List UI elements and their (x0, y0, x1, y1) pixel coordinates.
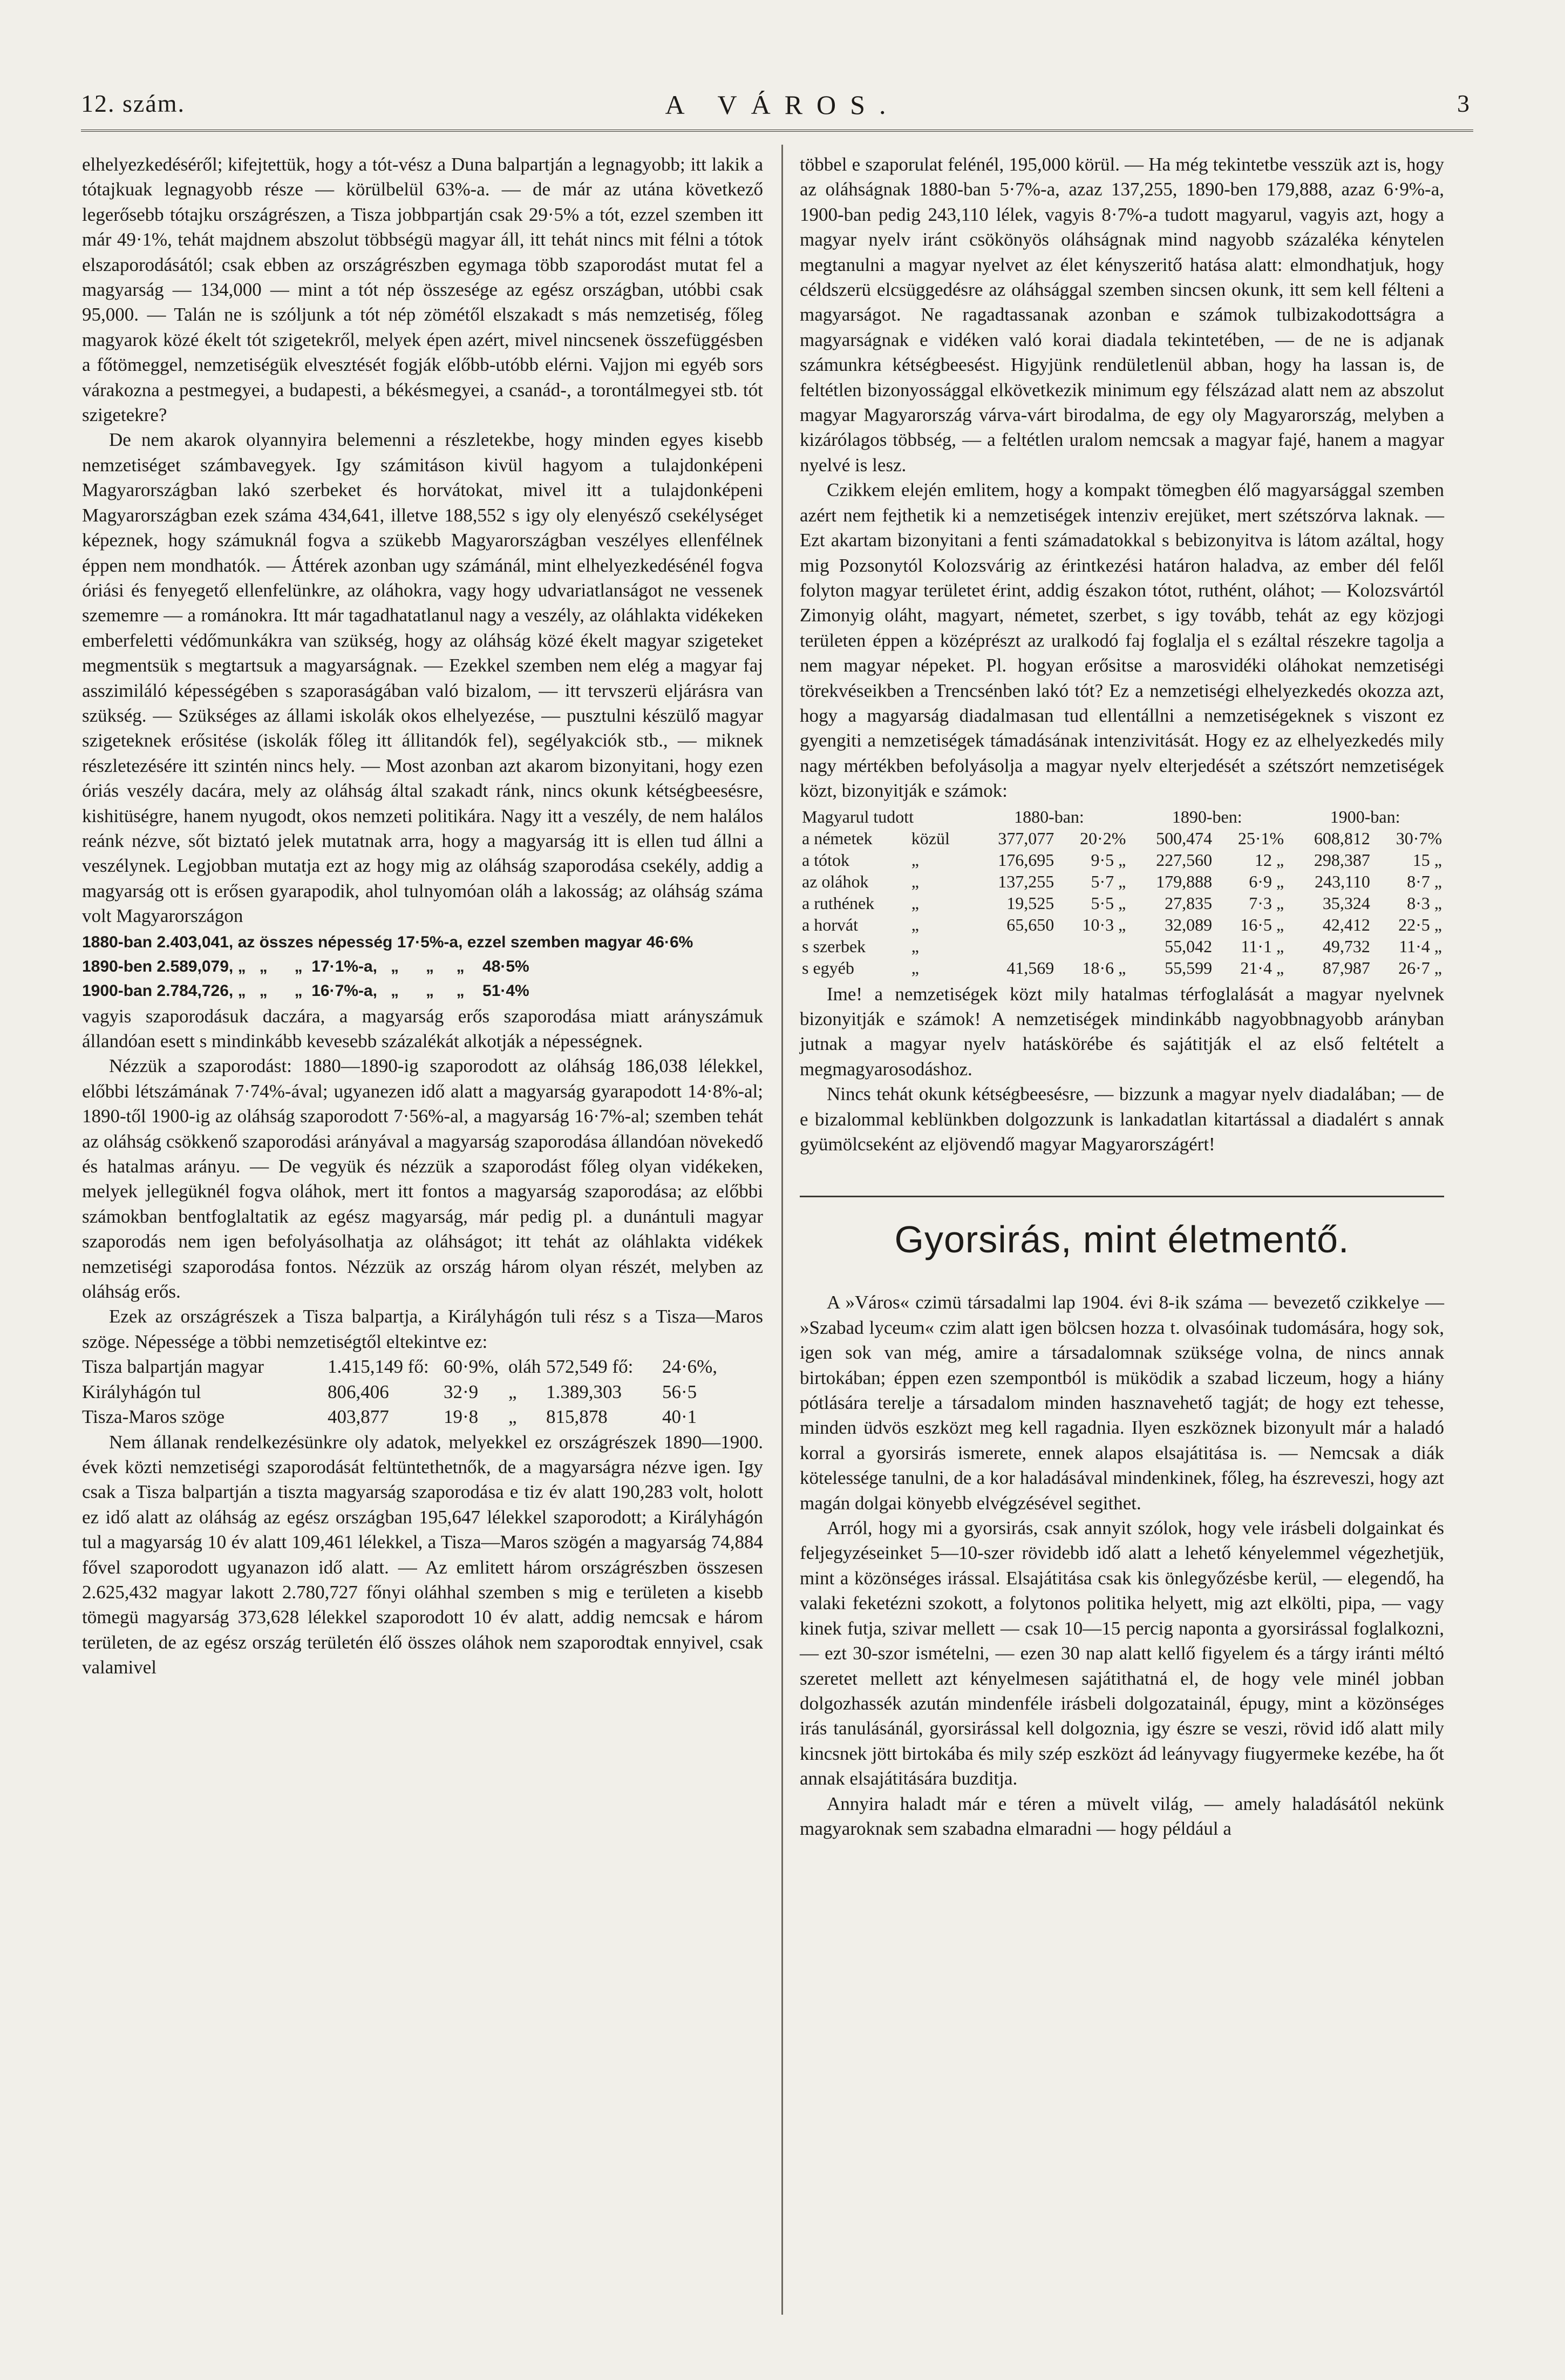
stat-row: 1890-ben 2.589,079, „ „ „ 17·1%-a, „ „ „ 48·5% (82, 957, 529, 975)
table-row (800, 957, 1444, 979)
paragraph: Arról, hogy mi a gyorsirás, csak annyit szólok, hogy vele irásbeli dolgainkat és feljegyzéseinket 5—10-szer rövidebb idő alatt a lehető kényelemmel végezhetjük, mint a közönséges irással. Elsajátitása csak kis önlegyőzésbe kerül, — elegendő, ha valaki feketézni szokott, a folytonos politika helyett, mig azt elkölti, pipa, — vagy kinek futja, szivar mellett — csak 10—15 percig naponta a gyorsirással foglalkozni, — ezt 30-szor ismételni, — ezen 30 nap alatt kellő figyelem és a tárgy iránti méltó szeretet mellett azt kényelmesen sajátithatná el, de hogy vele minél jobban dolgozhassék azután mindenféle irásbeli dolgozatainál, épugy, mint a közönséges irás tanulásánál, gyorsirással kell dolgoznia, igy észre se veszi, rövid idő alatt mily kincsnek jött birtokába és mily szép eszközt ád leányvagy fiugyermeke kezébe, ha őt annak elsajátitására buzditja. (800, 1517, 1444, 1789)
paragraph: Ime! a nemzetiségek közt mily hatalmas térfoglalását a magyar nyelvnek bizonyitják e számok! A nemzetiségek mindinkább nagyobbnagyobb arányban jutnak a magyar nyelv hatáskörébe és sajátitják el az első feltételt a megmagyarosodáshoz. (800, 983, 1444, 1080)
table-cell: 500,474 (1156, 828, 1213, 848)
table-cell: 22·5 „ (1398, 914, 1442, 934)
table-cell: 42,412 (1322, 914, 1370, 934)
table-cell: 8·7 „ (1407, 871, 1442, 891)
table-row (800, 892, 1444, 914)
table-cell: 12 „ (1254, 850, 1284, 870)
region-row: Tisza-Maros szöge 403,877 19·8 „ 815,878 40·1 (82, 1406, 697, 1428)
table-cell: 176,695 (998, 850, 1054, 870)
table-cell: 20·2% (1080, 828, 1126, 848)
table-cell: 243,110 (1315, 871, 1370, 891)
table-cell: „ (911, 893, 919, 913)
table-cell: az oláhok (802, 871, 869, 891)
table-cell: 9·5 „ (1091, 850, 1126, 870)
table-cell: 6·9 „ (1249, 871, 1284, 891)
paragraph: elhelyezkedéséről; kifejtettük, hogy a tót-vész a Duna balpartján a legnagyobb; itt lakik a tótajkuak legnagyobb része — körülbelül 63%-a. — de már az utána következő legerősebb tótajku országrészen, a Tisza jobbpartján csak 29·5% a tót, ezzel szemben itt már 49·1%, tehát majdnem abszolut többségü magyar áll, itt tehát nincs mit félni a tótok elszaporodásától; csak ebben az országrészben egymaga több szaporodást mutat fel a magyarság — 134,000 — mint a tót nép összesége az egész országban, utóbbi csak 95,000. — Talán ne is szóljunk a tót nép zömétől elszakadt s más nemzetiség, főleg magyarok közé ékelt tót szigetekről, melyek épen azért, mivel nincsenek összefüggésben a főtömeggel, nemzetiségük elvesztését fogják előbb-utóbb elérni. Vajjon mi egyéb sors várakozna a pestmegyei, a budapesti, a békésmegyei, a csanád-, a torontálmegyei stb. tót szigetekre? (82, 154, 763, 426)
table-row (800, 935, 1444, 957)
table-cell: „ (911, 914, 919, 934)
paragraph: többel e szaporulat felénél, 195,000 körül. — Ha még tekintetbe vesszük azt is, hogy az oláhságnak 1880-ban 5·7%-a, azaz 137,255, 1890-ben 179,888, azaz 6·9%-a, 1900-ban pedig 243,110 lélek, vagyis 8·7%-a tudott magyarul, vagyis azt, hogy a magyar nyelv iránt csökönyös oláhságnak mind nagyobb százaléka kénytelen megtanulni a magyar nyelvet az élet kényszeritő hatása alatt: elmondhatjuk, hogy céldszerü elcsüggedésre az oláhsággal szemben sincsen okunk, itt sem kell félteni a magyarságot. Ne ragadtassanak azonban e számok tulbizakodottságra a magyarságnak e vidéken való korai diadala tekintetében, — de ne is adjanak számunkra kétségbeesést. Higyjünk rendületlenül abban, hogy ha lassan is, de feltétlen bizonyossággal elkövetkezik minimum egy félszázad alatt nem az abszolut magyar Magyarország várva-várt birodalma, de egy oly Magyarország, melyben a kizárólagos többség, — a feltétlen uralom nemcsak a magyar fajé, hanem a magyar nyelvé is lesz. (800, 154, 1444, 476)
table-cell: 5·5 „ (1091, 893, 1126, 913)
table-cell: 11·4 „ (1399, 936, 1442, 956)
issue-number: 12. szám. (81, 90, 186, 117)
table-cell: 15 „ (1412, 850, 1442, 870)
table-cell: 55,042 (1165, 936, 1213, 956)
right-column (800, 152, 1444, 1841)
header-rule (81, 130, 1473, 132)
section-title: Gyorsirás, mint életmentő. (894, 1218, 1350, 1261)
table-cell (1056, 935, 1128, 957)
region-row: Tisza balpartján magyar 1.415,149 fő: 60·9%, oláh 572,549 fő: 24·6%, (82, 1356, 718, 1378)
table-row (800, 849, 1444, 871)
paragraph: Nézzük a szaporodást: 1880—1890-ig szaporodott az oláhság 186,038 lélekkel, előbbi létszámának 7·74%-ával; ugyanezen idő alatt a magyarság gyarapodott 14·8%-al; 1890-től 1900-ig az oláhság szaporodott 7·56%-al, a magyarság 16·7%-al; szemben tehát az oláhság csökkenő szaporodási arányával a magyarság szaporodása állandóan növekedő és hatalmas arányu. — De vegyük és nézzük a szaporodást főleg olyan vidékeken, melyek jellegüknél fogva oláhok, mert itt fontos a magyarság szaporodása; az előbbi számokban bentfoglaltatik az egész magyarság, már pedig pl. a dunántuli magyar szaporodás nem igen befolyásolhatja az oláhságot; itt tehát az oláhlakta vidékek nemzetiségi szaporodása fontos. Nézzük az ország három olyan részét, melyben az oláhság erős. (82, 1055, 763, 1303)
table-cell: 35,324 (1322, 893, 1370, 913)
table-cell: 30·7% (1396, 828, 1442, 848)
table-cell: „ (911, 850, 919, 870)
stat-row: 1900-ban 2.784,726, „ „ „ 16·7%-a, „ „ „ 51·4% (82, 981, 529, 1000)
table-cell: 8·3 „ (1407, 893, 1442, 913)
region-population-table (82, 1354, 763, 1429)
table-cell: 7·3 „ (1249, 893, 1284, 913)
paragraph: A »Város« czimü társadalmi lap 1904. évi 8-ik száma — bevezető czikkelye — »Szabad lyceum« czim alatt igen bölcsen hozza t. olvasóinak tudomására, hogy sok, igen sok van még, amire a társadalomnak szüksége volna, de nincs annak birtokában; éppen ezen szempontból is müködik a szabad liczeum, hogy a hiány pótlására terelje a társadalom minden hasznavehető tagját; de hogy ezt tehesse, minden üdvös eszközt meg kell ragadnia. Ilyen eszköznek bizonyult már a haladó korral a gyorsirás ismerete, ennek alapos elsajátitása is. — Nemcsak a diák kötelessége tanulni, de a kor haladásával mindenkinek, főleg, ha észreveszi, hogy azt magán dolgai könyebb elvégzésével segithet. (800, 1292, 1444, 1514)
language-table (800, 806, 1444, 979)
paragraph: Nincs tehát okunk kétségbeesésre, — bizzunk a magyar nyelv diadalában; — de e bizalommal keblünkben dolgozzunk is lankadatlan kitartással a diadalért s annak gyümölcseként az eljövendő magyar Magyarországért! (800, 1083, 1444, 1155)
table-cell: s egyéb (802, 958, 854, 978)
table-cell: s szerbek (802, 936, 866, 956)
table-cell: 32,089 (1165, 914, 1213, 934)
region-row: Királyhágón tul 806,406 32·9 „ 1.389,303 56·5 (82, 1381, 697, 1402)
table-cell: 298,387 (1314, 850, 1370, 870)
table-cell: 137,255 (998, 871, 1054, 891)
table-cell: 227,560 (1156, 850, 1213, 870)
table-cell: a ruthének (802, 893, 875, 913)
table-row (800, 828, 1444, 849)
table-body (800, 828, 1444, 979)
table-cell: 377,077 (998, 828, 1054, 848)
page-number: 3 (1457, 90, 1471, 117)
paragraph: Nem állanak rendelkezésünkre oly adatok, melyekkel ez országrészek 1890—1900. évek közti nemzetiségi szaporodását feltüntethetnők, de a magyarságra nézve igen. Igy csak a Tisza balpartján a tiszta magyarság szaporodása e tiz év alatt 190,283 volt, holott ez idő alatt az oláhság az egész országban 195,647 lélekkel szaporodott; a Királyhágón tul a magyarság 10 év alatt 109,461 lélekkel, a Tisza—Maros szögén a magyarság 74,884 fővel szaporodott ugyanazon idő alatt. — Az emlitett három országrészben összesen 2.625,432 magyar lakott 2.780,727 főnyi oláhhal szemben s mig e területen a kisebb tömegü magyarság 373,628 lélekkel szaporodott 10 év alatt, addig nemcsak e három területen, de az egész ország területén élő összes oláhok nem szaporodtak ennyivel, csak valamivel (82, 1431, 763, 1678)
column-divider (781, 145, 783, 2315)
table-cell: 26·7 „ (1398, 958, 1442, 978)
table-cell: 25·1% (1237, 828, 1284, 848)
table-cell: 16·5 „ (1240, 914, 1284, 934)
table-cell: 41,569 (1006, 958, 1054, 978)
table-cell: „ (911, 936, 919, 956)
paragraph: Ezek az országrészek a Tisza balpartja, a Királyhágón tuli rész s a Tisza—Maros szöge. Népessége a többi nemzetiségtől eltekintve ez: (82, 1306, 763, 1352)
table-cell: 10·3 „ (1082, 914, 1126, 934)
table-cell: 11·1 „ (1241, 936, 1284, 956)
table-cell: 18·6 „ (1082, 958, 1126, 978)
table-cell: „ (911, 958, 919, 978)
table-cell: a horvát (802, 914, 858, 934)
paragraph: Annyira haladt már e téren a müvelt világ, — amely haladásától nekünk magyaroknak sem szabadna elmaradni — hogy például a (800, 1793, 1444, 1839)
stat-row: 1880-ban 2.403,041, az összes népesség 17·5%-a, ezzel szemben magyar 46·6% (82, 933, 693, 951)
table-cell: a tótok (802, 850, 849, 870)
table-cell: 5·7 „ (1091, 871, 1126, 891)
table-row (800, 871, 1444, 892)
table-row (800, 914, 1444, 935)
romanian-population-stats (82, 930, 763, 1003)
table-cell: 87,987 (1322, 958, 1370, 978)
table-cell: „ (911, 871, 919, 891)
paragraph: De nem akarok olyannyira belemenni a részletekbe, hogy minden egyes kisebb nemzetiséget számbavegyek. Igy számitáson kivül hagyom a tulajdonképeni Magyarországban lakó szerbeket és horvátokat, mivel itt a tulajdonképeni Magyarországban ezek száma 434,641, illetve 188,552 s igy oly elenyésző csekélységet képeznek, hogy számuknál fogva a szükebb Magyarországban veszélyes ellenfélnek éppen nem mondhatók. — Áttérek azonban ugy számánál, mint elhelyezkedésénél fogva óriási és fenyegető ellenfelünkre, az oláhokra, vagy hogy udvariatlanságot ne vessenek szememre — a románokra. Itt már tagadhatatlanul nagy a veszély, az oláhlakta vidékeken emberfeletti védőmunkákra van szükség, hogy az oláhság közé ékelt magyar szigeteket megmentsük s megtartsuk a magyarságnak. — Ezekkel szemben nem elég a magyar faj asszimiláló képességében s szaporaságában való bizalom, — itt tervszerü eljárásra van szükség. — Szükséges az állami iskolák okos elhelyezése, — pusztulni készülő magyar szigeteknek erősitése (iskolák főleg itt állitandók fel), segélyakciók stb., — miknek részletezésére itt szintén nincs hely. — Most azonban azt akarom bizonyitani, hogy ezen óriás veszély dacára, mely az oláhság által szakadt ránk, nincs okunk kétségbeesésre, kishitüségre, hanem nyugodt, okos nemzeti politikára. Nagy itt a veszély, de nem halálos reánk nézve, sőt biztató jelek mutatnak arra, hogy a magyarság itt is ellen tud állni a veszélynek. Legjobban mutatja ezt az hogy mig az oláhság szaporodása csekély, addig a magyarság ott is erősen gyarapodik, ahol tulnyomóan oláh a lakosság; az oláhság száma volt Magyarországon (82, 429, 763, 927)
table-cell: 49,732 (1322, 936, 1370, 956)
section-separator (800, 1196, 1444, 1197)
left-column (82, 152, 763, 1680)
masthead-title: A VÁROS. (665, 90, 900, 120)
table-cell: 179,888 (1156, 871, 1213, 891)
table-cell: 21·4 „ (1240, 958, 1284, 978)
table-header-row: Magyarul tudott 1880-ban: 1890-ben: 1900-ban: (802, 806, 1400, 826)
table-cell: közül (911, 828, 950, 848)
table-cell: a németek (802, 828, 873, 848)
table-cell: 608,812 (1314, 828, 1370, 848)
table-cell: 19,525 (1006, 893, 1054, 913)
paragraph: vagyis szaporodásuk daczára, a magyarság erős szaporodása miatt arányszámuk állandóan esett s mindinkább kevesebb százalékát alkotják a népességnek. (82, 1005, 763, 1052)
table-cell: 65,650 (1006, 914, 1054, 934)
table-cell: 27,835 (1165, 893, 1213, 913)
paragraph: Czikkem elején emlitem, hogy a kompakt tömegben élő magyarsággal szemben azért nem fejthetik ki a nemzetiségek intenziv erejüket, mert szétszórva laknak. — Ezt akartam bizonyitani a fenti számadatokkal s bebizonyitva is látom azáltal, hogy mig Pozsonytól Kolozsvárig az érintkezési határon haladva, az ember dél felől folyton magyar területet érint, addig északon tótot, ruthént, oláhot; — Kolozsvártól Zimonyig oláht, magyart, németet, szerbet, s igy tovább, tehát az egy közjogi területen éppen a középrészt az uralkodó faj foglalja el s ezáltal részekre tagolja a nem magyar népeket. Pl. hogyan erősitse a marosvidéki oláhokat nemzetiségi törekvéseikben a Trencsénben lakó tót? Ez a nemzetiségi elhelyezkedés okozza azt, hogy a magyarság diadalmasan tud ellentállni a nemzetiségeknek s viszont ez gyengiti a nemzetiségek támadásának intenzivitását. Hogy ez az elhelyezkedés mily nagy mértékben befolyásolja a magyar nyelv elterjedését a szétszórt nemzetiségek közt, bizonyitják e számok: (800, 479, 1444, 802)
table-cell (970, 935, 1057, 957)
table-cell: 55,599 (1165, 958, 1213, 978)
